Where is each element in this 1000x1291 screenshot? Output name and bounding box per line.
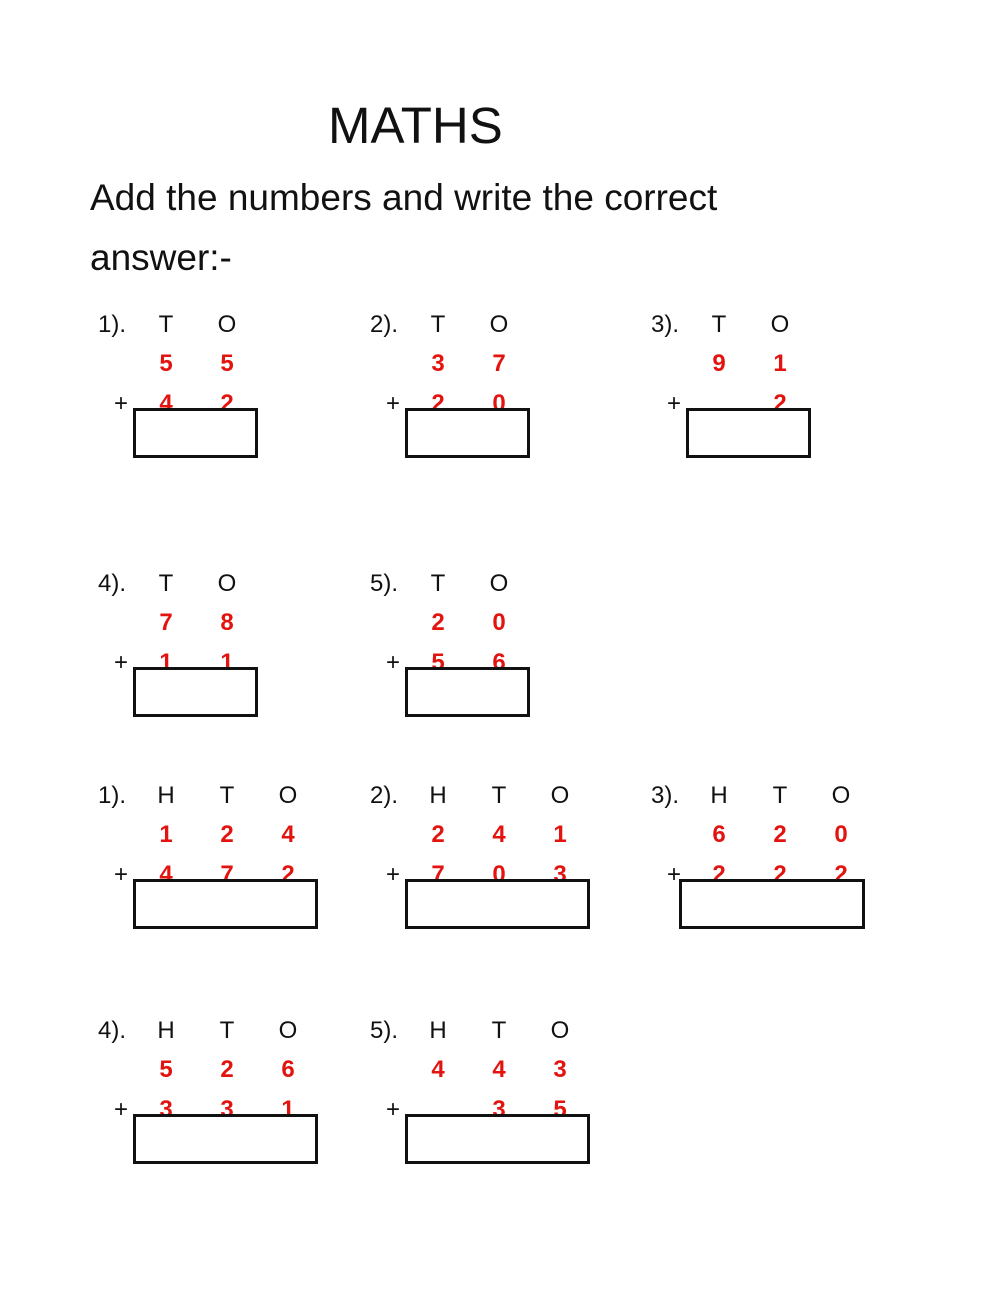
plus-sign: + (386, 390, 401, 417)
bottom-digit: 5 (431, 649, 445, 676)
top-digit: 2 (773, 821, 787, 848)
problem-three-digit-1 (98, 782, 401, 952)
top-digit: 1 (773, 350, 787, 377)
answer-box[interactable] (405, 408, 530, 458)
place-value-header: O (550, 1017, 570, 1044)
answer-box[interactable] (133, 879, 318, 929)
answer-box[interactable] (686, 408, 811, 458)
place-value-header: O (489, 570, 509, 597)
top-digit: 4 (281, 821, 295, 848)
problem-number: 1). (98, 782, 127, 809)
place-value-header: O (278, 1017, 298, 1044)
problem-three-digit-5 (370, 1017, 670, 1187)
problem-number: 5). (370, 1017, 399, 1044)
answer-box[interactable] (133, 667, 258, 717)
plus-sign: + (667, 861, 682, 888)
place-value-header: H (429, 782, 447, 809)
answer-box[interactable] (133, 408, 258, 458)
top-digit: 4 (431, 1056, 445, 1083)
top-digit: 2 (431, 821, 445, 848)
bottom-digit: 2 (834, 861, 848, 888)
bottom-digit: 0 (492, 390, 506, 417)
place-value-header: T (491, 1017, 507, 1044)
top-digit: 0 (492, 609, 506, 636)
bottom-digit: 2 (773, 861, 787, 888)
answer-box[interactable] (405, 667, 530, 717)
problem-number: 3). (651, 782, 680, 809)
top-digit: 4 (492, 821, 506, 848)
problem-number: 2). (370, 782, 399, 809)
page-title: MATHS (328, 97, 503, 154)
place-value-header: T (430, 570, 446, 597)
place-value-header: T (772, 782, 788, 809)
place-value-header: T (491, 782, 507, 809)
problem-two-digit-4 (98, 570, 401, 740)
problem-two-digit-2 (370, 311, 670, 481)
place-value-header: O (831, 782, 851, 809)
top-digit: 7 (492, 350, 506, 377)
top-digit: 1 (553, 821, 567, 848)
plus-sign: + (667, 390, 682, 417)
instruction-text: Add the numbers and write the correct answer:- (90, 177, 718, 278)
bottom-digit: 2 (773, 390, 787, 417)
problem-number: 4). (98, 1017, 127, 1044)
problem-three-digit-2 (370, 782, 670, 952)
top-digit: 5 (220, 350, 234, 377)
place-value-header: T (219, 782, 235, 809)
plus-sign: + (386, 861, 401, 888)
problem-three-digit-3 (651, 782, 951, 952)
bottom-digit: 2 (220, 390, 234, 417)
place-value-header: O (770, 311, 790, 338)
bottom-digit: 3 (159, 1096, 173, 1123)
place-value-header: T (219, 1017, 235, 1044)
top-digit: 5 (159, 1056, 173, 1083)
bottom-digit: 1 (220, 649, 234, 676)
answer-box[interactable] (679, 879, 865, 929)
bottom-digit: 7 (431, 861, 445, 888)
place-value-header: O (217, 311, 237, 338)
place-value-header: T (158, 570, 174, 597)
top-digit: 9 (712, 350, 726, 377)
top-digit: 7 (159, 609, 173, 636)
problem-number: 1). (98, 311, 127, 338)
plus-sign: + (114, 1096, 129, 1123)
answer-box[interactable] (133, 1114, 318, 1164)
place-value-header: H (157, 782, 175, 809)
top-digit: 3 (553, 1056, 567, 1083)
top-digit: 6 (281, 1056, 295, 1083)
bottom-digit: 7 (220, 861, 234, 888)
bottom-digit: 4 (159, 861, 173, 888)
place-value-header: H (710, 782, 728, 809)
plus-sign: + (114, 861, 129, 888)
bottom-digit: 1 (281, 1096, 295, 1123)
place-value-header: O (489, 311, 509, 338)
bottom-digit: 3 (492, 1096, 506, 1123)
problem-number: 4). (98, 570, 127, 597)
bottom-digit: 2 (281, 861, 295, 888)
problem-number: 5). (370, 570, 399, 597)
problem-two-digit-3 (651, 311, 951, 481)
bottom-digit: 2 (431, 390, 445, 417)
bottom-digit: 6 (492, 649, 506, 676)
top-digit: 4 (492, 1056, 506, 1083)
place-value-header: T (711, 311, 727, 338)
place-value-header: O (217, 570, 237, 597)
problem-two-digit-5 (370, 570, 670, 740)
top-digit: 8 (220, 609, 234, 636)
place-value-header: H (429, 1017, 447, 1044)
place-value-header: O (278, 782, 298, 809)
bottom-digit: 0 (492, 861, 506, 888)
plus-sign: + (114, 649, 129, 676)
answer-box[interactable] (405, 1114, 590, 1164)
top-digit: 0 (834, 821, 848, 848)
bottom-digit: 1 (159, 649, 173, 676)
top-digit: 1 (159, 821, 173, 848)
top-digit: 6 (712, 821, 726, 848)
bottom-digit: 2 (712, 861, 726, 888)
problem-three-digit-4 (98, 1017, 401, 1187)
top-digit: 2 (431, 609, 445, 636)
plus-sign: + (386, 649, 401, 676)
plus-sign: + (114, 390, 129, 417)
place-value-header: T (430, 311, 446, 338)
top-digit: 5 (159, 350, 173, 377)
place-value-header: T (158, 311, 174, 338)
top-digit: 3 (431, 350, 445, 377)
place-value-header: H (157, 1017, 175, 1044)
bottom-digit: 3 (553, 861, 567, 888)
plus-sign: + (386, 1096, 401, 1123)
bottom-digit: 3 (220, 1096, 234, 1123)
bottom-digit: 5 (553, 1096, 567, 1123)
problem-number: 2). (370, 311, 399, 338)
answer-box[interactable] (405, 879, 590, 929)
problem-number: 3). (651, 311, 680, 338)
problem-two-digit-1 (98, 311, 401, 481)
place-value-header: O (550, 782, 570, 809)
top-digit: 2 (220, 821, 234, 848)
bottom-digit: 4 (159, 390, 173, 417)
top-digit: 2 (220, 1056, 234, 1083)
